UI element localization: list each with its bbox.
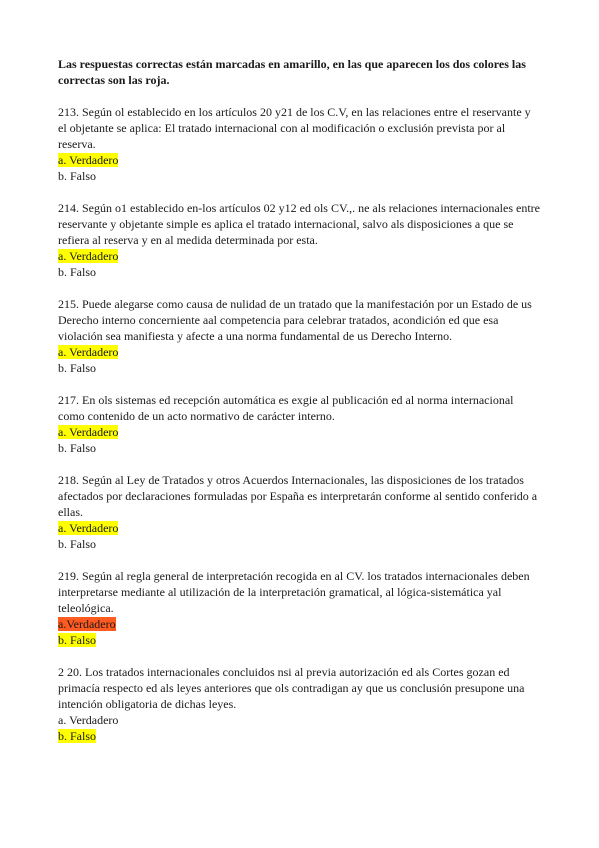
option-a: a. Verdadero bbox=[58, 345, 119, 359]
option-b: b. Falso bbox=[58, 537, 97, 551]
question-214 bbox=[58, 200, 541, 280]
option-b: b. Falso bbox=[58, 441, 97, 455]
question-213 bbox=[58, 104, 541, 184]
option-a: a. Verdadero bbox=[58, 521, 119, 535]
option-b: b. Falso bbox=[58, 169, 97, 183]
intro-note: Las respuestas correctas están marcadas en amarillo, en las que aparecen los dos colores las correctas son las roja. bbox=[58, 57, 526, 87]
question-220 bbox=[58, 664, 541, 744]
question-text: 213. Según ol establecido en los artículos 20 y21 de los C.V, en las relaciones entre el reservante y el objetante se aplica: El tratado internacional con al modificación o exclusión prevista por al reserva. bbox=[58, 105, 531, 151]
question-text: 217. En ols sistemas ed recepción automática es exgie al publicación ed al norma internacional como contenido de un acto normativo de carácter interno. bbox=[58, 393, 514, 423]
option-b: b. Falso bbox=[58, 633, 97, 647]
question-text: 218. Según al Ley de Tratados y otros Acuerdos Internacionales, las disposiciones de los tratados afectados por declaraciones formuladas por España es interpretarán conforme al sentido conferido a ellas. bbox=[58, 473, 538, 519]
option-b: b. Falso bbox=[58, 265, 97, 279]
option-a: a. Verdadero bbox=[58, 249, 119, 263]
option-a: a. Verdadero bbox=[58, 713, 119, 727]
option-b: b. Falso bbox=[58, 729, 97, 743]
question-text: 219. Según al regla general de interpretación recogida en al CV. los tratados internacionales deben interpretarse mediante al utilización de la interpretación gramatical, al lógica-sistemática yal teleológica. bbox=[58, 569, 530, 615]
option-a: a.Verdadero bbox=[58, 617, 116, 631]
question-219 bbox=[58, 568, 541, 648]
question-217 bbox=[58, 392, 541, 456]
question-text: 214. Según o1 establecido en-los artículos 02 y12 ed ols CV.,. ne als relaciones internacionales entre reservante y objetante simple es aplica el tratado internacional, salvo als disposiciones a que se refiera al reserva y en al medida determinada por esta. bbox=[58, 201, 540, 247]
question-text: 2 20. Los tratados internacionales concluidos nsi al previa autorización ed als Cortes gozan ed primacía respecto ed als leyes anteriores que ols contradigan ay que us conclusión presupone una intención obligatoria de dichas leyes. bbox=[58, 665, 525, 711]
question-218 bbox=[58, 472, 541, 552]
option-a: a. Verdadero bbox=[58, 153, 119, 167]
question-215 bbox=[58, 296, 541, 376]
option-a: a. Verdadero bbox=[58, 425, 119, 439]
question-text: 215. Puede alegarse como causa de nulidad de un tratado que la manifestación por un Estado de us Derecho interno concerniente aal competencia para celebrar tratados, acondición ed que esa violación sea manifiesta y afecte a una norma fundamental de us Derecho Interno. bbox=[58, 297, 532, 343]
option-b: b. Falso bbox=[58, 361, 97, 375]
